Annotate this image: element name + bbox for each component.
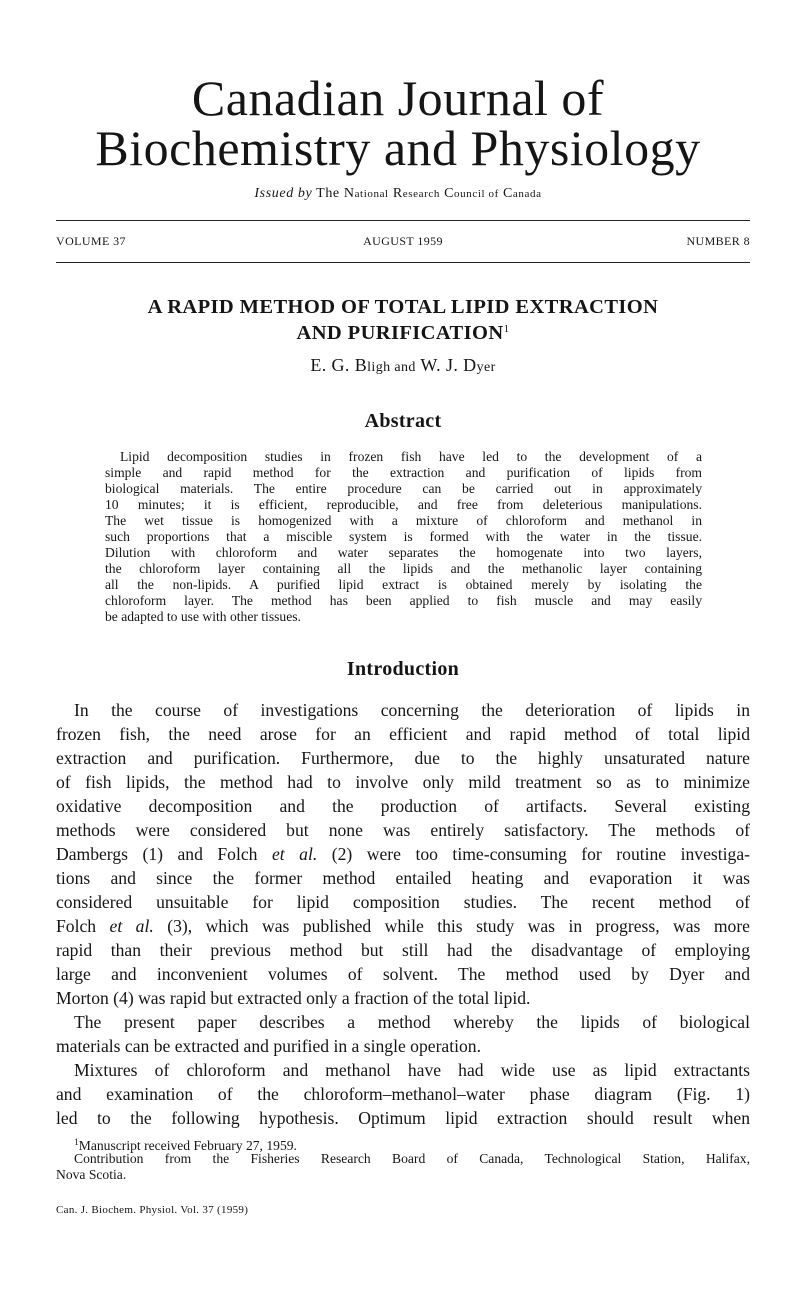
abstract-line: be adapted to use with other tissues.	[105, 609, 301, 624]
body-line: large and inconvenient volumes of solvent. The method used by Dyer and	[56, 964, 750, 984]
header-rule-bottom	[56, 262, 750, 263]
issue-volume: VOLUME 37	[56, 234, 126, 248]
body-line: tions and since the former method entailed heating and evaporation it was	[56, 868, 750, 888]
abstract-line: The wet tissue is homogenized with a mixture of chloroform and methanol in	[105, 513, 702, 528]
footnote-received: $^1$Manuscript received February 27, 1959.	[74, 1138, 297, 1153]
footnote-contribution-line: Contribution from the Fisheries Research Board of Canada, Technological Station, Halifax,	[74, 1151, 750, 1166]
body-line: extraction and purification. Furthermore, due to the highly unsaturated nature	[56, 748, 750, 768]
abstract-line: chloroform layer. The method has been applied to fish muscle and may easily	[105, 593, 702, 608]
issued-the: The	[316, 186, 340, 201]
journal-title-line-2: Biochemistry and Physiology	[95, 120, 701, 176]
body-line: In the course of investigations concerning the deterioration of lipids in	[74, 700, 750, 720]
issue-info-line	[56, 234, 750, 250]
introduction-heading: Introduction	[346, 658, 460, 680]
abstract-line: 10 minutes; it is efficient, reproducible, and free from deleterious manipulations.	[105, 497, 702, 512]
body-line: Dambergs (1) and Folch et al. (2) were too time-consuming for routine investiga-	[56, 844, 750, 864]
article-title-line-1: A RAPID METHOD OF TOTAL LIPID EXTRACTION	[147, 296, 659, 318]
issue-number: NUMBER 8	[686, 234, 750, 248]
body-line: of fish lipids, the method had to involve only mild treatment so as to minimize	[56, 772, 750, 792]
abstract-line: Lipid decomposition studies in frozen fish have led to the development of a	[120, 449, 702, 464]
body-line: The present paper describes a method whereby the lipids of biological	[74, 1012, 750, 1032]
header-rule-top	[56, 220, 750, 221]
body-line: Mixtures of chloroform and methanol have had wide use as lipid extractants	[74, 1060, 750, 1080]
issued-by-line	[0, 186, 796, 202]
abstract-line: biological materials. The entire procedure can be carried out in approximately	[105, 481, 702, 496]
body-line: methods were considered but none was entirely satisfactory. The methods of	[56, 820, 750, 840]
footnote-contribution-line: Nova Scotia.	[56, 1167, 127, 1182]
body-line: Folch et al. (3), which was published while this study was in progress, was more	[56, 916, 750, 936]
issued-by-prefix: Issued by	[254, 186, 313, 201]
abstract-line: all the non-lipids. A purified lipid extract is obtained merely by isolating the	[105, 577, 702, 592]
abstract-line: the chloroform layer containing all the lipids and the methanolic layer containing	[105, 561, 702, 576]
body-line: considered unsuitable for lipid composition studies. The recent method of	[56, 892, 750, 912]
body-line: rapid than their previous method but still had the disadvantage of employing	[56, 940, 750, 960]
abstract-line: simple and rapid method for the extraction and purification of lipids from	[105, 465, 702, 480]
journal-citation: Can. J. Biochem. Physiol. Vol. 37 (1959)	[56, 1204, 249, 1216]
abstract-line: Dilution with chloroform and water separates the homogenate into two layers,	[105, 545, 702, 560]
abstract-line: such proportions that a miscible system is formed with the water in the tissue.	[105, 529, 702, 544]
footnote-ref: 1	[503, 323, 510, 335]
body-line: and examination of the chloroform–methanol–water phase diagram (Fig. 1)	[56, 1084, 750, 1104]
publisher-name: National Research Council of Canada	[343, 186, 542, 201]
issue-date: AUGUST 1959	[363, 234, 443, 248]
body-line: Morton (4) was rapid but extracted only a fraction of the total lipid.	[56, 988, 531, 1008]
body-line: frozen fish, the need arose for an efficient and rapid method of total lipid	[56, 724, 750, 744]
body-line: oxidative decomposition and the production of artifacts. Several existing	[56, 796, 750, 816]
body-line: materials can be extracted and purified in a single operation.	[56, 1036, 482, 1056]
body-line: led to the following hypothesis. Optimum lipid extraction should result when	[56, 1108, 750, 1128]
abstract-heading: Abstract	[364, 410, 442, 432]
journal-title-line-1: Canadian Journal of	[191, 70, 605, 126]
article-authors: E. G. Bligh and W. J. Dyer	[310, 355, 496, 375]
article-title-line-2: AND PURIFICATION$^1$	[296, 322, 510, 344]
